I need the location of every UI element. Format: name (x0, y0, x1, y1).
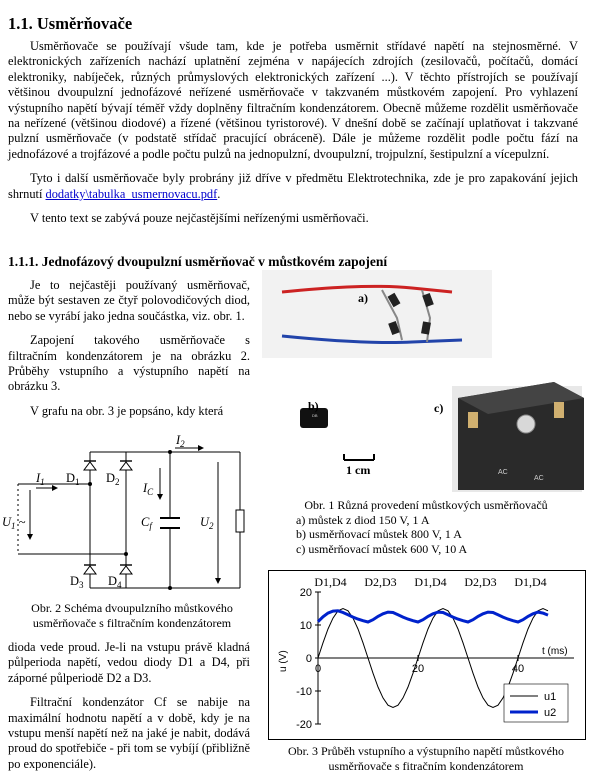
diode-pair-annotation: D2,D3 (364, 575, 397, 589)
x-tick-label: 0 (314, 663, 322, 675)
intro-paragraph-3: V tento text se zabývá pouze nejčastějšími neřízenými usměrňovači. (30, 211, 369, 226)
bridge-schematic (0, 428, 262, 598)
intro-p2-text: Tyto i další usměrňovače byly probrány již dříve v předmětu Elektrotechnika, zde je pro zapakování jejich shrnutí (8, 171, 578, 201)
diode-d3 (84, 566, 96, 574)
svg-text:IC (142, 481, 154, 497)
fig1-item-b: b) usměrňovací můstek 800 V, 1 A (296, 527, 462, 541)
fig2-caption-line1: Obr. 2 Schéma dvoupulzního můstkového (31, 601, 233, 615)
svg-text:D4 (108, 574, 122, 590)
y-axis-label: u (V) (278, 650, 289, 672)
legend-label-u1: u1 (544, 691, 557, 703)
svg-text:D2 (106, 471, 120, 487)
fig1-label-c: c) (434, 401, 444, 415)
intro-paragraph-1: Usměrňovače se používají všude tam, kde je potřeba usměrnit střídavé napětí na stejnosměrné. V elektronických zařízeních nachází uplatnění zejména v napájecích zdrojích (zesilovačů, počítačů, domácí elektroniky, nabíječek, různých průmyslových elektronických zařízení ...). V těchto přístrojích se používají většinou dvoupulzní jednofázové neřízené usměrňovače v takzvaném můstkovém zapojení. Pro vyhlazení výstupního napětí bývají téměř vždy doplněny filtračním kondenzátorem. Obecně můžeme rozdělit usměrňovače na neřízené (většinou diodové) a řízené (většinou tyristorové). V dnešní době se začínají uplatňovat i takzvané pulzní usměrňovače (v podstatě střídač pracující obráceně). Dále je můžeme rozdělit podle počtu fází na jednofázové a trojfázové a podle počtu pulzů na jednopulzní, dvoupulzní, trojpulzní, šestipulzní a vícepulzní. (8, 39, 578, 161)
label-d3: D (70, 574, 80, 588)
diode-d2 (120, 462, 132, 470)
fig3-caption-line1: Obr. 3 Průběh vstupního a výstupního napětí můstkového (288, 744, 564, 758)
svg-text:AC: AC (534, 475, 544, 482)
left-column-text-lower (8, 640, 250, 772)
fig3-caption (262, 744, 590, 773)
fig1-label-a: a) (358, 291, 368, 305)
fig1-item-list (262, 513, 590, 557)
legend-box (504, 684, 568, 722)
label-cf-sub: f (149, 521, 152, 531)
svg-text:AC: AC (498, 469, 508, 476)
diode-pair-annotation: D1,D4 (414, 575, 447, 589)
fig1-photos (262, 270, 590, 496)
x-tick-label: 20 (411, 663, 425, 675)
left-paragraph-3: V grafu na obr. 3 je popsáno, kdy která (30, 403, 224, 418)
svg-text:I1 (35, 471, 45, 487)
svg-text:U1 ~: $U_1$ ~ (2, 515, 26, 531)
label-ic: I (143, 481, 148, 495)
diode-pair-annotation: D1,D4 (514, 575, 547, 589)
label-d4-sub: 4 (117, 580, 122, 590)
diode-d4 (120, 566, 132, 574)
svg-text:DB: DB (312, 413, 318, 418)
label-u1: U (2, 515, 12, 529)
intro-paragraph-2 (8, 171, 578, 202)
legend-label-u2: u2 (544, 707, 557, 719)
left-paragraph-4: dioda vede proud. Je-li na vstupu právě kladná půlperioda napětí, vedou diody D1 a D4, při záporné půlperiodě D2 a D3. (8, 640, 250, 685)
label-u1-sub: 1 (11, 521, 16, 531)
svg-text:I2 (175, 433, 185, 449)
label-i2-sub: 2 (180, 439, 185, 449)
fig1-caption (262, 498, 590, 556)
svg-text:D1 (66, 471, 80, 487)
fig2-caption-line2: usměrňovače s filtračním kondenzátorem (32, 615, 232, 630)
fig1-caption-title: Obr. 1 Různá provedení můstkových usměrňovačů (304, 498, 548, 512)
label-i1-sub: 1 (40, 477, 45, 487)
y-tick-label: -20 (296, 719, 312, 731)
x-axis-label: t (ms) (542, 646, 568, 657)
intro-p2-end: . (217, 186, 221, 201)
y-tick-label: 10 (299, 620, 312, 632)
fig3-caption-line2: usměrňovače s fitračním kondenzátorem (328, 758, 524, 773)
diode-pair-annotation: D2,D3 (464, 575, 497, 589)
svg-text:D3 (70, 574, 84, 590)
y-tick-label: 20 (299, 587, 312, 599)
fig1-label-b: b) (308, 399, 319, 413)
label-i1: I (36, 471, 41, 485)
fig1-scale-label: 1 cm (346, 463, 371, 477)
label-cf: C (141, 515, 150, 529)
label-d2: D (106, 471, 116, 485)
label-d1-sub: 1 (75, 477, 80, 487)
left-paragraph-5: Filtrační kondenzátor Cf se nabije na maximální hodnotu napětí a v době, kdy je na vstupu menší napětí než na jaké je nabit, dodává proud do spotřebiče - při tom se vybíjí (přibližně po exponenciále). (8, 695, 250, 771)
label-d1: D (66, 471, 76, 485)
x-tick-label: 40 (511, 663, 525, 675)
voltage-chart (268, 570, 586, 740)
left-paragraph-2: Zapojení takového usměrňovače s filtračním kondenzátorem je na obrázku 2. Průběhy vstupního a výstupního napětí na obrázku 3. (8, 333, 250, 394)
label-u2-sub: 2 (209, 521, 214, 531)
intro-text (8, 39, 578, 226)
table-link[interactable]: dodatky\tabulka_usmernovacu.pdf (45, 186, 218, 201)
label-d2-sub: 2 (115, 477, 120, 487)
svg-text:Cf (141, 515, 153, 531)
diode-d1 (84, 462, 96, 470)
left-column-text (8, 278, 250, 419)
y-tick-label: 0 (305, 653, 312, 665)
left-paragraph-1: Je to nejčastěji používaný usměrňovač, může být sestaven ze čtyř polovodičových diod, nebo se vyrábí jako jedna součástka, viz. obr. 1. (8, 278, 250, 323)
fig1-item-a: a) můstek z diod 150 V, 1 A (296, 512, 430, 527)
fig1-item-c: c) usměrňovací můstek 600 V, 10 A (296, 541, 468, 556)
label-ic-sub: C (147, 487, 154, 497)
section-title: 1.1. Usměrňovače (8, 14, 133, 33)
y-tick-label: -10 (296, 686, 312, 698)
label-i2: I (176, 433, 181, 447)
subsection-title: 1.1.1. Jednofázový dvoupulzní usměrňovač v můstkovém zapojení (8, 254, 388, 269)
load-resistor (236, 510, 244, 532)
diode-pair-annotation: D1,D4 (314, 575, 347, 589)
fig2-caption (8, 601, 256, 630)
label-d4: D (108, 574, 118, 588)
label-u2: U (200, 515, 210, 529)
label-d3-sub: 3 (79, 580, 84, 590)
svg-text:U2 (200, 515, 214, 531)
